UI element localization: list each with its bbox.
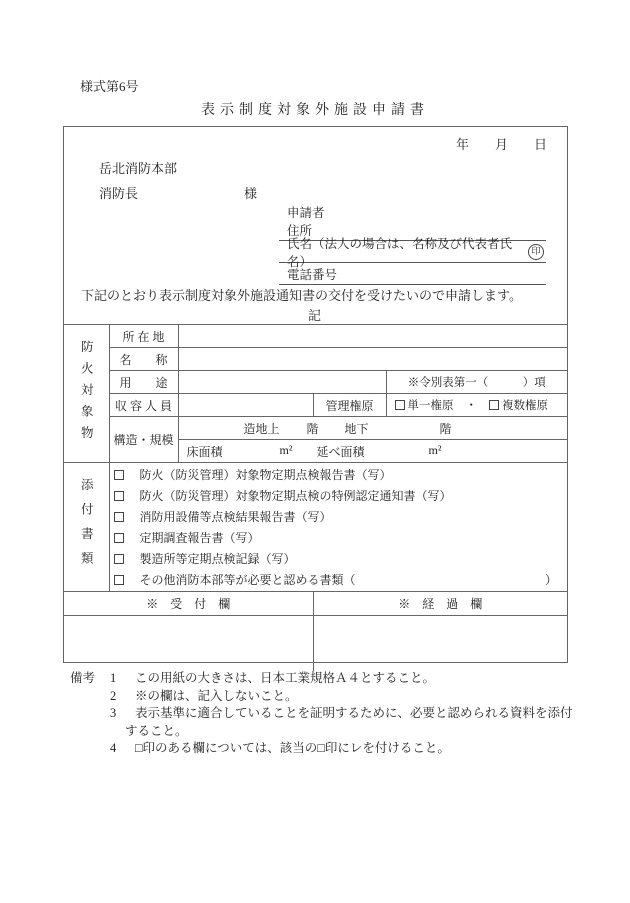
attachment-item bbox=[110, 506, 568, 527]
structure-label: 構造・規模 bbox=[109, 417, 178, 463]
attachment-label: 定期調査報告書（写） bbox=[139, 531, 260, 545]
single-authority-label: 単一権原 bbox=[407, 400, 454, 412]
attachment-item bbox=[110, 548, 568, 569]
form-frame bbox=[63, 126, 568, 663]
name-field[interactable] bbox=[279, 236, 546, 269]
use-input-cell[interactable] bbox=[178, 371, 386, 394]
structure-build-suffix: 造地上 bbox=[243, 422, 280, 436]
progress-empty-cell bbox=[313, 616, 567, 672]
remarks-section bbox=[70, 670, 580, 758]
location-label: 所 在 地 bbox=[109, 325, 178, 348]
attachment-label: 製造所等定期点検記録（写） bbox=[139, 552, 296, 566]
remark-number: 4 bbox=[110, 741, 117, 755]
remark-number: 3 bbox=[110, 706, 117, 720]
remarks-list bbox=[108, 670, 580, 758]
progress-column-header: ※ 経 過 欄 bbox=[313, 592, 567, 616]
remark-number: 1 bbox=[110, 671, 117, 685]
capacity-label: 収 容 人 員 bbox=[109, 394, 178, 417]
applicant-block bbox=[279, 203, 546, 285]
authority-label: 管理権原 bbox=[313, 394, 386, 417]
option-separator: ・ bbox=[465, 400, 477, 412]
applicant-label: 申請者 bbox=[287, 206, 325, 220]
remark-text: □印のある欄については、該当の□印にレを付けること。 bbox=[135, 741, 450, 755]
ki-heading: 記 bbox=[307, 308, 323, 323]
structure-floors-suffix: 階 bbox=[306, 422, 319, 436]
structure-basement-suffix: 階 bbox=[439, 422, 452, 436]
checkbox-single-authority-icon[interactable] bbox=[395, 400, 405, 410]
remark-text: この用紙の大きさは、日本工業規格Ａ４とすること。 bbox=[135, 671, 436, 685]
name-label: 氏名（法人の場合は、名称及び代表者氏名） bbox=[287, 236, 513, 269]
checkbox-icon[interactable] bbox=[114, 512, 124, 522]
attachment-label: 防火（防災管理）対象物定期点検の特例認定通知書（写） bbox=[139, 489, 452, 503]
name-input-cell[interactable] bbox=[178, 348, 567, 371]
attachment-close-paren: ） bbox=[544, 573, 557, 587]
total-area-label: 延べ面積 bbox=[316, 445, 365, 459]
reception-column-header: ※ 受 付 欄 bbox=[64, 592, 313, 616]
table-row bbox=[64, 616, 567, 672]
table-row bbox=[64, 592, 567, 616]
group-label-fire-object: 防火対象物 bbox=[64, 325, 109, 463]
location-input-cell[interactable] bbox=[178, 325, 567, 348]
request-sentence: 下記のとおり表示制度対象外施設通知書の交付を受けたいので申請します。 bbox=[81, 288, 522, 303]
attachment-item bbox=[110, 464, 568, 485]
honorific-label: 様 bbox=[244, 186, 258, 201]
checkbox-icon[interactable] bbox=[114, 533, 124, 543]
attachment-label: その他消防本部等が必要と認める書類（ bbox=[139, 573, 356, 587]
remark-number: 2 bbox=[110, 688, 117, 703]
remark-item bbox=[108, 740, 580, 758]
use-label: 用 途 bbox=[109, 371, 178, 394]
checkbox-icon[interactable] bbox=[114, 470, 124, 480]
remark-text bbox=[125, 705, 580, 740]
remark-item bbox=[108, 670, 580, 688]
table-row bbox=[64, 417, 567, 440]
date-line: 年 月 日 bbox=[455, 137, 547, 152]
checkbox-icon[interactable] bbox=[114, 491, 124, 501]
phone-label: 電話番号 bbox=[287, 267, 338, 282]
fire-department-name: 岳北消防本部 bbox=[99, 161, 178, 176]
checkbox-icon[interactable] bbox=[114, 554, 124, 564]
page-title: 表示制度対象外施設申請書 bbox=[201, 103, 429, 118]
address-label: 住所 bbox=[287, 223, 313, 238]
table-row bbox=[64, 348, 567, 371]
remarks-label: 備考 bbox=[70, 671, 96, 685]
capacity-input-cell[interactable] bbox=[178, 394, 313, 417]
form-header bbox=[64, 127, 567, 324]
fire-chief-label: 消防長 bbox=[99, 186, 139, 201]
use-note: ※令別表第一（ ）項 bbox=[386, 371, 567, 394]
attachment-item bbox=[110, 527, 568, 548]
authority-options-cell bbox=[386, 394, 567, 417]
checkbox-multiple-authority-icon[interactable] bbox=[489, 400, 499, 410]
multiple-authority-label: 複数権原 bbox=[502, 400, 548, 412]
table-row bbox=[64, 463, 567, 592]
structure-basement-label: 地下 bbox=[344, 422, 369, 436]
table-row bbox=[64, 325, 567, 348]
remark-text-line1: 表示基準に適合していることを証明するために、必要と認められる資料を添付 bbox=[135, 706, 573, 720]
structure-input-cell[interactable] bbox=[178, 417, 567, 440]
checkbox-icon[interactable] bbox=[114, 575, 124, 585]
name-row-label: 名 称 bbox=[109, 348, 178, 371]
attachment-item bbox=[110, 569, 568, 590]
remark-text-line2: すること。 bbox=[125, 723, 188, 738]
table-row bbox=[64, 394, 567, 417]
attachment-label: 消防用設備等点検結果報告書（写） bbox=[139, 510, 332, 524]
form-number: 様式第6号 bbox=[80, 79, 139, 94]
remark-item bbox=[108, 688, 580, 706]
attachment-item bbox=[110, 485, 568, 506]
reception-empty-cell bbox=[64, 616, 313, 672]
table-row bbox=[64, 371, 567, 394]
attachment-label: 防火（防災管理）対象物定期点検報告書（写） bbox=[139, 468, 392, 482]
total-area-unit: m² bbox=[428, 443, 442, 457]
floor-area-unit: m² bbox=[279, 443, 293, 457]
seal-icon: 印 bbox=[528, 244, 544, 260]
group-label-attachments: 添付書類 bbox=[64, 463, 109, 592]
remark-text: ※の欄は、記入しないこと。 bbox=[135, 688, 298, 703]
remark-item bbox=[108, 705, 580, 740]
area-input-cell[interactable] bbox=[178, 440, 567, 463]
floor-area-label: 床面積 bbox=[186, 445, 223, 459]
attachments-cell bbox=[109, 463, 567, 592]
property-table bbox=[64, 324, 567, 671]
